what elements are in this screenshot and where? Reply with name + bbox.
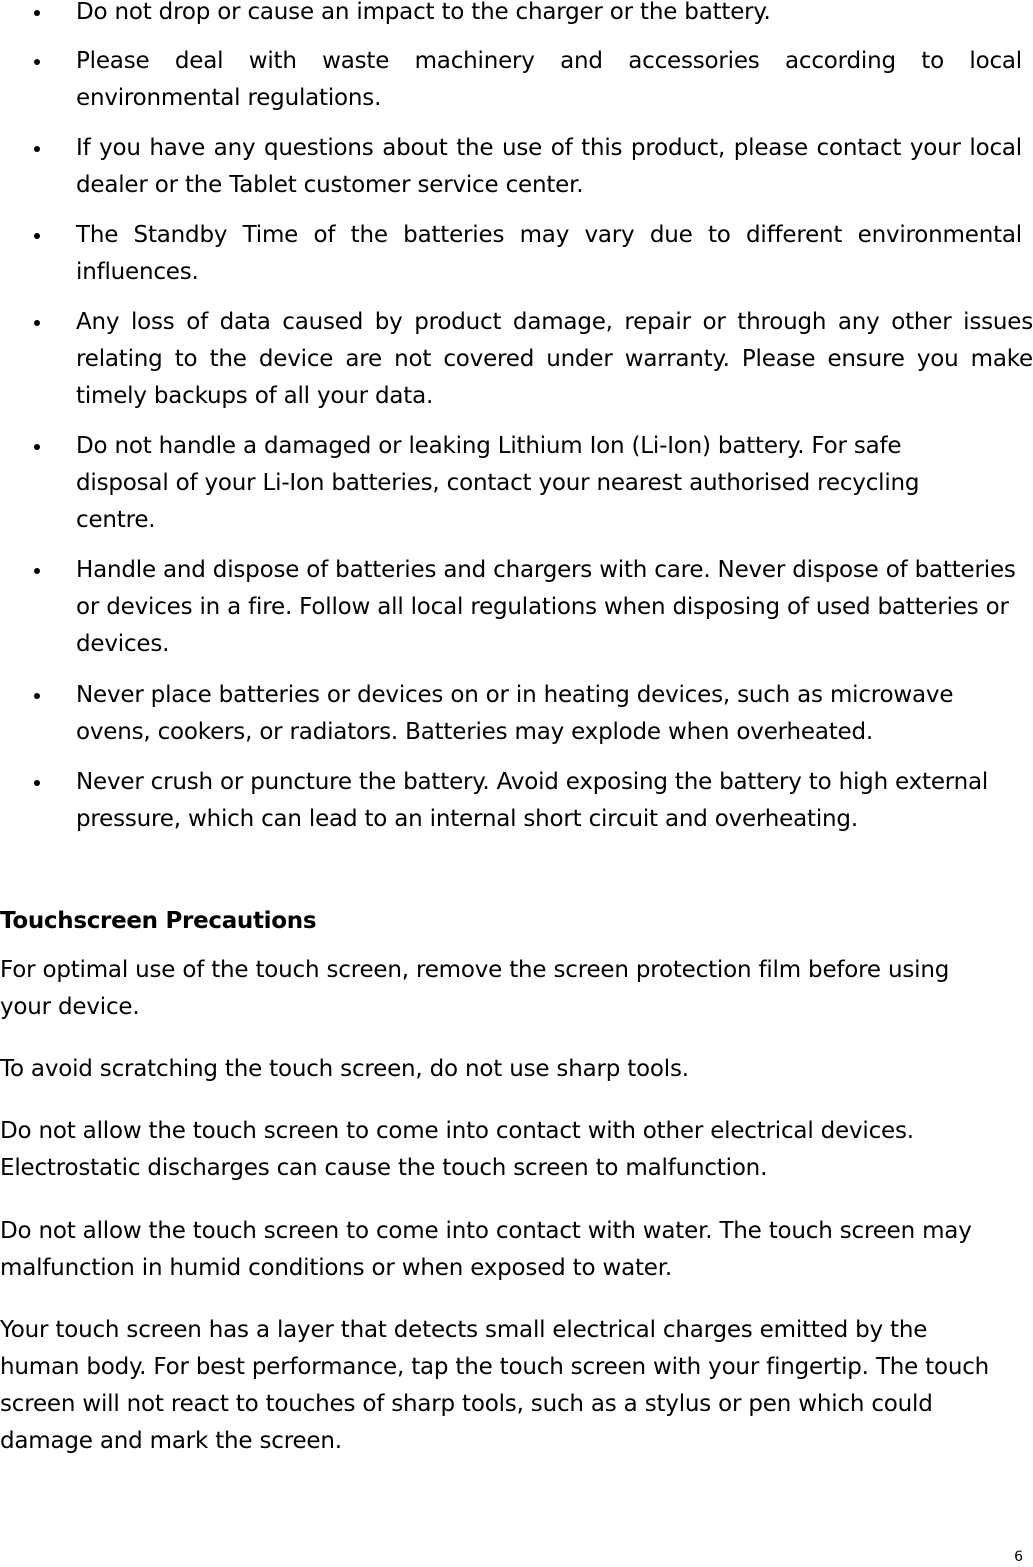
list-item xyxy=(76,43,1022,117)
bullet-icon xyxy=(34,568,40,574)
bullet-icon xyxy=(34,146,40,152)
list-item xyxy=(76,130,1022,204)
bullet-icon xyxy=(34,780,40,786)
paragraph: Do not allow the touch screen to come into contact with water. The touch screen may malfunction in humid conditions or when exposed to water. xyxy=(0,1218,972,1281)
bullet-icon xyxy=(34,233,40,239)
bullet-icon xyxy=(34,10,40,16)
list-item xyxy=(76,677,996,751)
bullet-icon xyxy=(34,444,40,450)
bullet-text: If you have any questions about the use of this product, please contact your local dealer or the Tablet customer service center. xyxy=(76,135,1022,198)
list-item xyxy=(76,428,956,539)
page-number: 6 xyxy=(1014,1549,1023,1565)
paragraph: To avoid scratching the touch screen, do not use sharp tools. xyxy=(0,1056,689,1082)
bullet-text: Do not drop or cause an impact to the charger or the battery. xyxy=(76,0,771,25)
list-item xyxy=(76,0,996,31)
list-item xyxy=(76,304,1033,415)
bullet-text: Do not handle a damaged or leaking Lithium Ion (Li-Ion) battery. For safe disposal of your Li-Ion batteries, contact your nearest authorised recycling centre. xyxy=(76,433,920,533)
section-heading: Touchscreen Precautions xyxy=(0,908,317,934)
bullet-text: Never place batteries or devices on or in heating devices, such as microwave ovens, cookers, or radiators. Batteries may explode when overheated. xyxy=(76,682,954,745)
list-item xyxy=(76,552,1021,663)
paragraph: For optimal use of the touch screen, remove the screen protection film before using your device. xyxy=(0,957,950,1020)
list-item xyxy=(76,764,1006,838)
bullet-icon xyxy=(34,59,40,65)
bullet-icon xyxy=(34,693,40,699)
paragraph: Your touch screen has a layer that detects small electrical charges emitted by the human body. For best performance, tap the touch screen with your fingertip. The touch screen will not react to touches of sharp tools, such as a stylus or pen which could damage and mark the screen. xyxy=(0,1317,990,1454)
paragraph: Do not allow the touch screen to come into contact with other electrical devices. Electrostatic discharges can cause the touch screen to malfunction. xyxy=(0,1118,914,1181)
bullet-icon xyxy=(34,320,40,326)
bullet-text: Handle and dispose of batteries and chargers with care. Never dispose of batteries or devices in a fire. Follow all local regulations when disposing of used batteries or devices. xyxy=(76,557,1016,657)
bullet-text: Please deal with waste machinery and accessories according to local environmental regulations. xyxy=(76,48,1022,111)
bullet-text: Any loss of data caused by product damage, repair or through any other issues relating to the device are not covered under warranty. Please ensure you make timely backups of all your data. xyxy=(76,309,1033,409)
bullet-text: Never crush or puncture the battery. Avoid exposing the battery to high external pressure, which can lead to an internal short circuit and overheating. xyxy=(76,769,989,832)
bullet-text: The Standby Time of the batteries may vary due to different environmental influences. xyxy=(76,222,1022,285)
list-item xyxy=(76,217,1022,291)
